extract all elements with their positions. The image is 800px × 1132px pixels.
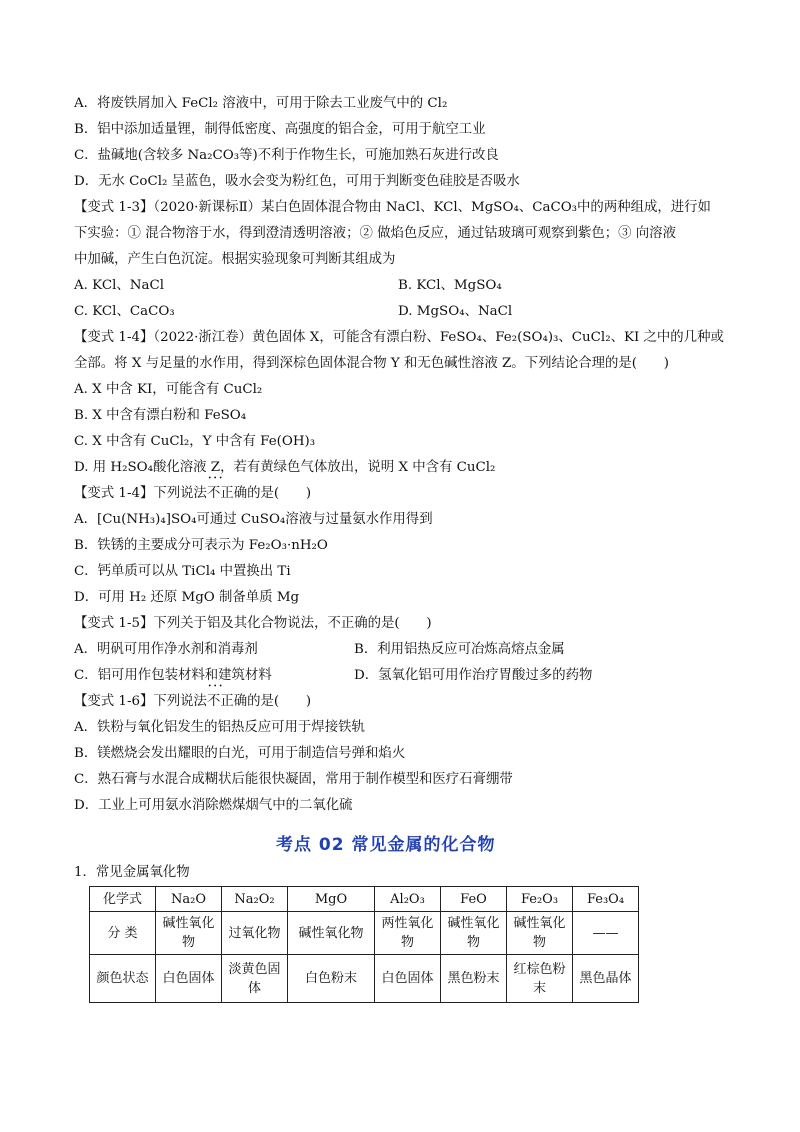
question-1-3-line-3: 中加碱，产生白色沉淀。根据实验现象可判断其组成为: [74, 252, 396, 267]
table-row-formula: [90, 887, 639, 912]
table-cell: FeO: [441, 887, 507, 912]
question-1-4-line-1: 【变式 1-4】（2022·浙江卷）黄色固体 X，可能含有漂白粉、FeSO₄、Fe₂(SO₄)₃、CuCl₂、KI 之中的几种或: [74, 330, 724, 345]
question-1-5-option-a: A．明矾可用作净水剂和消毒剂: [74, 642, 258, 657]
question-1-5-option-d: D．氢氧化铝可用作治疗胃酸过多的药物: [354, 668, 593, 683]
option-c-text: C．盐碱地(含较多 Na₂CO₃等)不利于作物生长，可施加熟石灰进行改良: [74, 148, 499, 163]
question-stem-suffix: 的是( ): [247, 486, 312, 501]
emphasis-dotted-text: • • • 不正确: [207, 693, 247, 711]
metal-oxides-table: [89, 886, 639, 1003]
question-1-3-option-b: B. KCl、MgSO₄: [398, 278, 502, 293]
question-stem-suffix: 的是( ): [247, 694, 312, 709]
table-cell: 白色粉末: [288, 955, 375, 1003]
question-stem-prefix: 【变式 1-6】下列说法: [74, 694, 207, 709]
question-1-6-option-d: D．工业上可用氨水消除燃煤烟气中的二氧化硫: [74, 798, 353, 813]
table-cell: 颜色状态: [90, 955, 156, 1003]
question-1-6-option-c: C．熟石膏与水混合成糊状后能很快凝固，常用于制作模型和医疗石膏绷带: [74, 772, 513, 787]
table-cell: ——: [573, 912, 639, 955]
question-stem-prefix: 【变式 1-4】下列说法: [74, 486, 207, 501]
question-1-4-option-a: A. X 中含 KI，可能含有 CuCl₂: [74, 382, 263, 397]
question-1-5-stem: 【变式 1-5】下列关于铝及其化合物说法，不正确的是( ): [74, 616, 432, 631]
table-row-category: [90, 912, 639, 955]
table-cell: 黑色粉末: [441, 955, 507, 1003]
table-cell: 淡黄色固体: [222, 955, 288, 1003]
option-a-text: A．将废铁屑加入 FeCl₂ 溶液中，可用于除去工业废气中的 Cl₂: [74, 96, 448, 111]
question-1-4-option-c: C. X 中含有 CuCl₂，Y 中含有 Fe(OH)₃: [74, 434, 316, 449]
subheading: 1．常见金属氧化物: [74, 865, 190, 880]
table-cell: 碱性氧化物: [441, 912, 507, 955]
table-cell: 过氧化物: [222, 912, 288, 955]
table-cell: 化学式: [90, 887, 156, 912]
option-b-text: B．铝中添加适量锂，制得低密度、高强度的铝合金，可用于航空工业: [74, 122, 486, 137]
question-1-4b-stem: [74, 485, 311, 503]
question-1-3-option-d: D. MgSO₄、NaCl: [398, 304, 513, 319]
table-cell: 碱性氧化物: [288, 912, 375, 955]
question-1-3-option-a: A. KCl、NaCl: [74, 278, 164, 293]
table-cell: 黑色晶体: [573, 955, 639, 1003]
table-cell: 白色固体: [375, 955, 441, 1003]
table-cell: 分 类: [90, 912, 156, 955]
question-1-6-option-b: B．镁燃烧会发出耀眼的白光，可用于制造信号弹和焰火: [74, 746, 406, 761]
question-1-4b-option-d: D．可用 H₂ 还原 MgO 制备单质 Mg: [74, 590, 300, 605]
table-cell: 白色固体: [156, 955, 222, 1003]
table-cell: Na₂O: [156, 887, 222, 912]
question-1-3-line-2: 下实验：① 混合物溶于水，得到澄清透明溶液；② 做焰色反应，通过钴玻璃可观察到紫色；③ 向溶液: [74, 226, 676, 241]
question-1-5-option-b: B．利用铝热反应可冶炼高熔点金属: [354, 642, 565, 657]
question-1-4-option-d: D. 用 H₂SO₄酸化溶液 Z，若有黄绿色气体放出，说明 X 中含有 CuCl₂: [74, 460, 496, 475]
table-row-appearance: [90, 955, 639, 1003]
table-cell: Fe₃O₄: [573, 887, 639, 912]
table-cell: Al₂O₃: [375, 887, 441, 912]
question-1-6-option-a: A．铁粉与氧化铝发生的铝热反应可用于焊接铁轨: [74, 720, 365, 735]
table-cell: 碱性氧化物: [156, 912, 222, 955]
question-1-3-line-1: 【变式 1-3】（2020·新课标Ⅱ）某白色固体混合物由 NaCl、KCl、MgSO₄、CaCO₃中的两种组成，进行如: [74, 200, 711, 215]
table-cell: 碱性氧化物: [507, 912, 573, 955]
table-cell: MgO: [288, 887, 375, 912]
option-d-text: D．无水 CoCl₂ 呈蓝色，吸水会变为粉红色，可用于判断变色硅胶是否吸水: [74, 174, 520, 189]
table-cell: 红棕色粉末: [507, 955, 573, 1003]
question-1-6-stem: [74, 693, 311, 711]
question-1-5-option-c: C．铝可用作包装材料和建筑材料: [74, 668, 272, 683]
question-1-4b-option-a: A．[Cu(NH₃)₄]SO₄可通过 CuSO₄溶液与过量氨水作用得到: [74, 512, 433, 527]
question-1-4-line-2: 全部。将 X 与足量的水作用，得到深棕色固体混合物 Y 和无色碱性溶液 Z。下列结论合理的是( ): [74, 356, 670, 371]
table-cell: Na₂O₂: [222, 887, 288, 912]
emphasis-dotted-text: • • • 不正确: [207, 485, 247, 503]
section-heading-text: 考点 02 常见金属的化合物: [276, 835, 496, 855]
question-1-3-option-c: C. KCl、CaCO₃: [74, 304, 175, 319]
table-cell: Fe₂O₃: [507, 887, 573, 912]
question-1-4b-option-c: C．钙单质可以从 TiCl₄ 中置换出 Ti: [74, 564, 291, 579]
question-1-4b-option-b: B．铁锈的主要成分可表示为 Fe₂O₃·nH₂O: [74, 538, 328, 553]
question-1-4-option-b: B. X 中含有漂白粉和 FeSO₄: [74, 408, 247, 423]
table-cell: 两性氧化物: [375, 912, 441, 955]
